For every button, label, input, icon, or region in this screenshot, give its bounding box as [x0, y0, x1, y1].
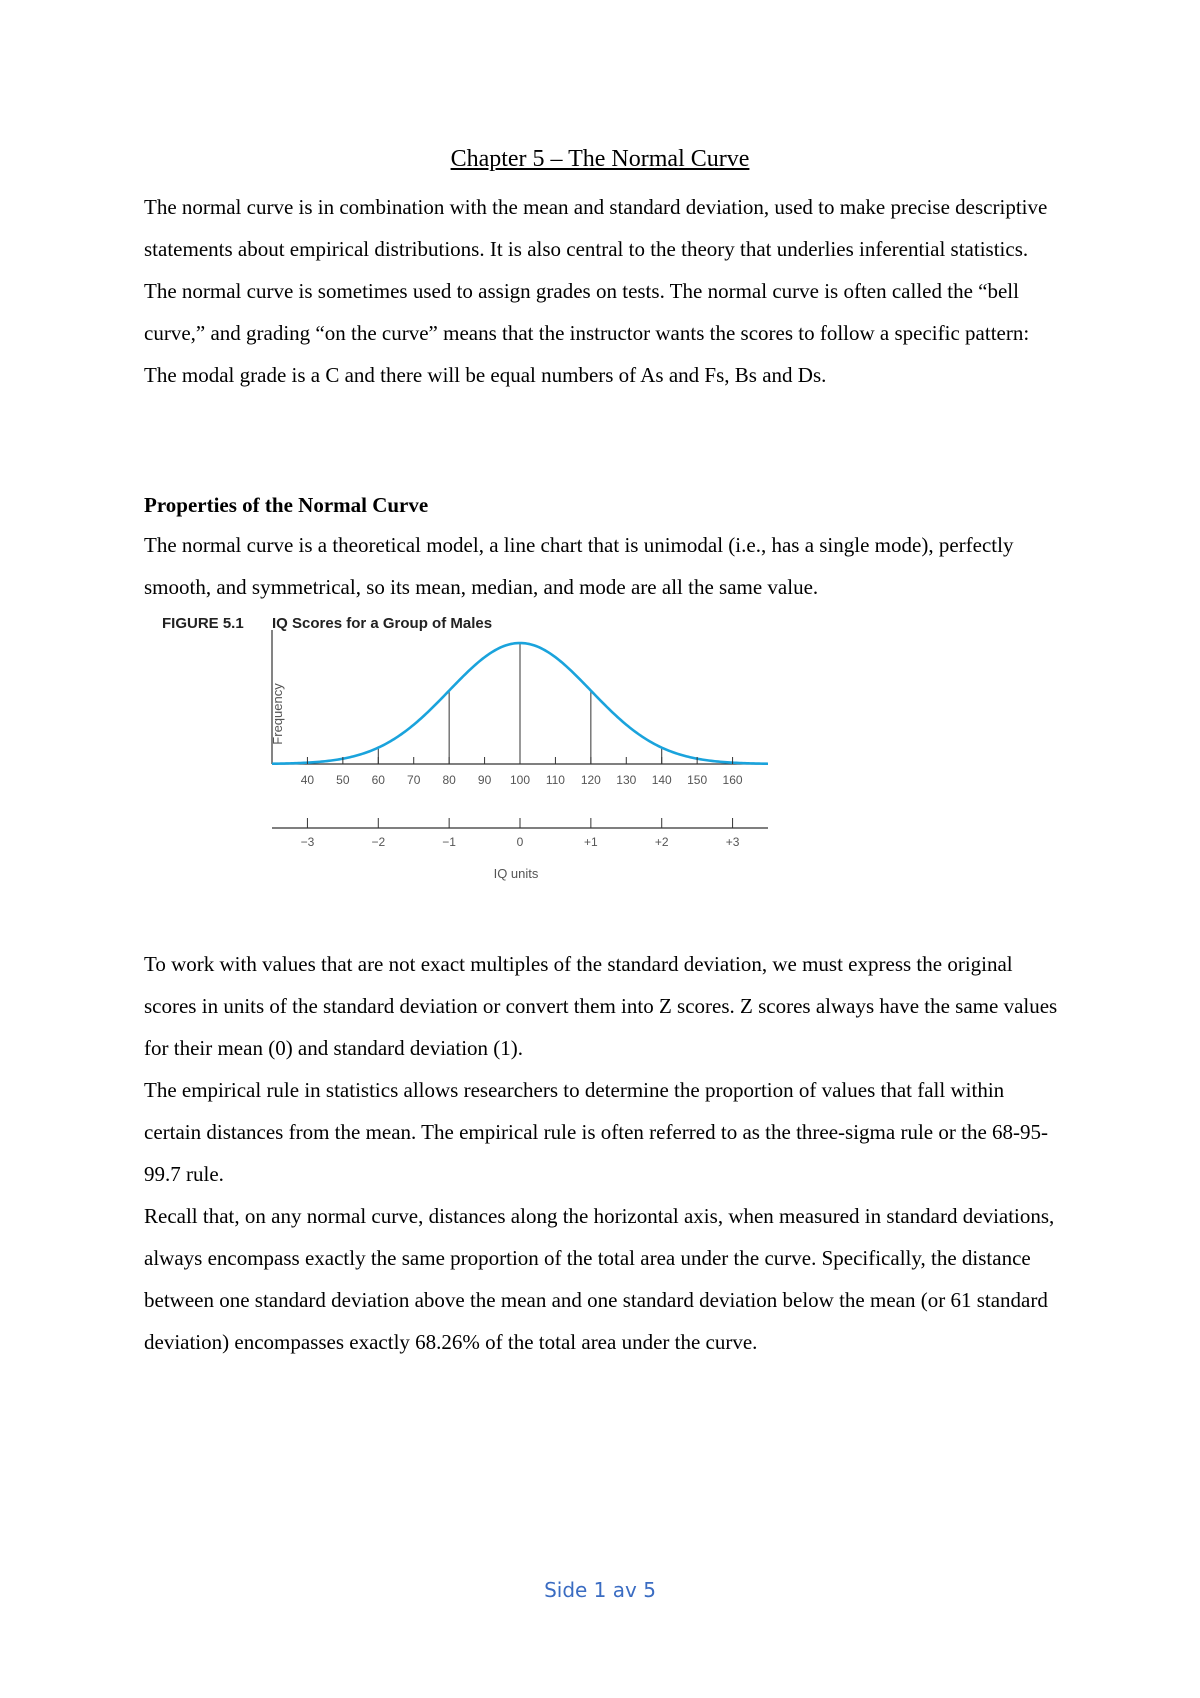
- x-tick-label: 110: [545, 773, 565, 787]
- x-tick-label: 130: [616, 773, 637, 787]
- page-title: Chapter 5 – The Normal Curve: [450, 146, 750, 172]
- normal-curve-figure: [160, 610, 860, 930]
- plot-area: [272, 630, 768, 849]
- z-scores-paragraph: [144, 943, 1064, 1363]
- x-tick-label: 120: [580, 773, 601, 787]
- x-tick-label: 70: [407, 773, 421, 787]
- intro-paragraph: The normal curve is in combination with the mean and standard deviation, used to make precise descriptive statements about empirical distributions. It is also central to the theory that underlies inferential statistics. The normal curve is sometimes used to assign grades on tests. The normal curve is often called the “bell curve,” and grading “on the curve” means that the instructor wants the scores to follow a specific pattern: The modal grade is a C and there will be equal numbers of As and Fs, Bs and Ds.: [144, 195, 1048, 387]
- z-tick-label: −3: [300, 835, 315, 849]
- z-tick-label: +1: [584, 835, 598, 849]
- x-tick-label: 40: [300, 773, 315, 787]
- x-tick-label: 100: [509, 773, 531, 787]
- x-axis-label: IQ units: [493, 866, 539, 881]
- empirical-rule-text: The empirical rule in statistics allows researchers to determine the proportion of values that fall within certain distances from the mean. The empirical rule is often referred to as the three-sigma rule or the 68-95-99.7 rule.: [144, 1078, 1048, 1186]
- x-tick-label: 50: [336, 773, 350, 787]
- x-tick-label: 80: [442, 773, 456, 787]
- z-tick-label: +2: [654, 835, 669, 849]
- x-tick-label: 150: [687, 773, 708, 787]
- figure-label: FIGURE 5.1: [162, 615, 244, 632]
- x-tick-label: 140: [651, 773, 672, 787]
- recall-text: Recall that, on any normal curve, distances along the horizontal axis, when measured in standard deviations, always encompass exactly the same proportion of the total area under the curve. Specifically, the distance between one standard deviation above the mean and one standard deviation below the mean (or 61 standard deviation) encompasses exactly 68.26% of the total area under the curve.: [144, 1204, 1055, 1354]
- y-axis-label: Frequency: [270, 683, 285, 745]
- x-tick-label: 90: [477, 773, 492, 787]
- z-tick-label: +3: [725, 835, 740, 849]
- z-tick-label: −2: [371, 835, 386, 849]
- section-heading: Properties of the Normal Curve: [144, 493, 429, 517]
- chart-title: IQ Scores for a Group of Males: [272, 615, 493, 632]
- z-tick-label: 0: [516, 835, 524, 849]
- z-scores-text: To work with values that are not exact multiples of the standard deviation, we must express the original scores in units of the standard deviation or convert them into Z scores. Z scores always have the same values for their mean (0) and standard deviation (1).: [144, 952, 1058, 1060]
- x-tick-label: 160: [722, 773, 743, 787]
- page-footer: Side 1 av 5: [544, 1578, 656, 1602]
- z-tick-label: −1: [442, 835, 456, 849]
- x-tick-label: 60: [371, 773, 385, 787]
- properties-paragraph: The normal curve is a theoretical model, a line chart that is unimodal (i.e., has a single mode), perfectly smooth, and symmetrical, so its mean, median, and mode are all the same value.: [144, 533, 1014, 599]
- normal-curve-chart: [160, 610, 860, 930]
